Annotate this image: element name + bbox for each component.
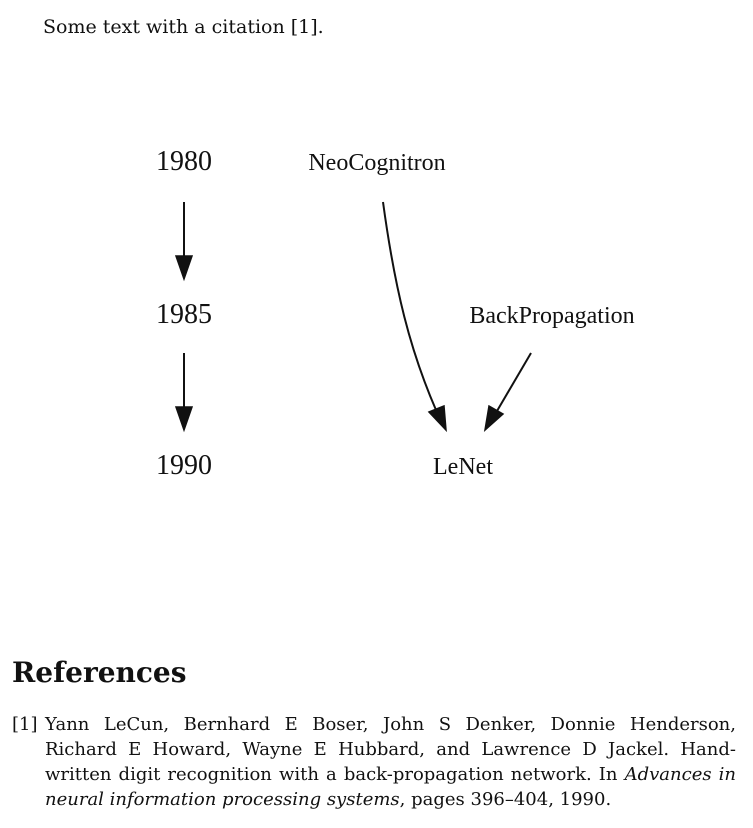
arrowhead-lenet-from-neocognitron xyxy=(429,406,446,430)
node-neocognitron: NeoCognitron xyxy=(308,150,446,176)
intro-text: Some text with a citation [1]. xyxy=(43,16,324,38)
node-1990: 1990 xyxy=(156,450,212,481)
node-backpropagation: BackPropagation xyxy=(469,303,635,329)
node-lenet: LeNet xyxy=(433,454,493,480)
edge-neocognitron-to-lenet xyxy=(383,202,436,410)
reference-venue-part-2: neural information processing systems xyxy=(45,789,400,810)
node-1985: 1985 xyxy=(156,299,212,330)
reference-line-4 xyxy=(45,787,736,812)
edge-backpropagation-to-lenet xyxy=(497,353,531,411)
reference-entry xyxy=(12,712,736,812)
arrowhead-lenet-from-backpropagation xyxy=(485,406,503,430)
node-1980: 1980 xyxy=(156,146,212,177)
reference-line-3-text: written digit recognition with a back-propagation network. In xyxy=(45,764,625,785)
references-heading: References xyxy=(12,656,187,689)
reference-label: [1] xyxy=(12,714,38,735)
arrowhead-1985 xyxy=(176,256,192,279)
reference-venue-part-1: Advances in xyxy=(624,764,736,785)
reference-line-1: Yann LeCun, Bernhard E Boser, John S Denker, Donnie Henderson, xyxy=(45,714,736,735)
arrowhead-1990 xyxy=(176,407,192,430)
reference-line-3 xyxy=(45,762,736,787)
reference-pages-year: , pages 396–404, 1990. xyxy=(399,789,612,810)
reference-line-2: Richard E Howard, Wayne E Hubbard, and Lawrence D Jackel. Hand- xyxy=(45,739,736,760)
reference-body xyxy=(45,712,736,812)
